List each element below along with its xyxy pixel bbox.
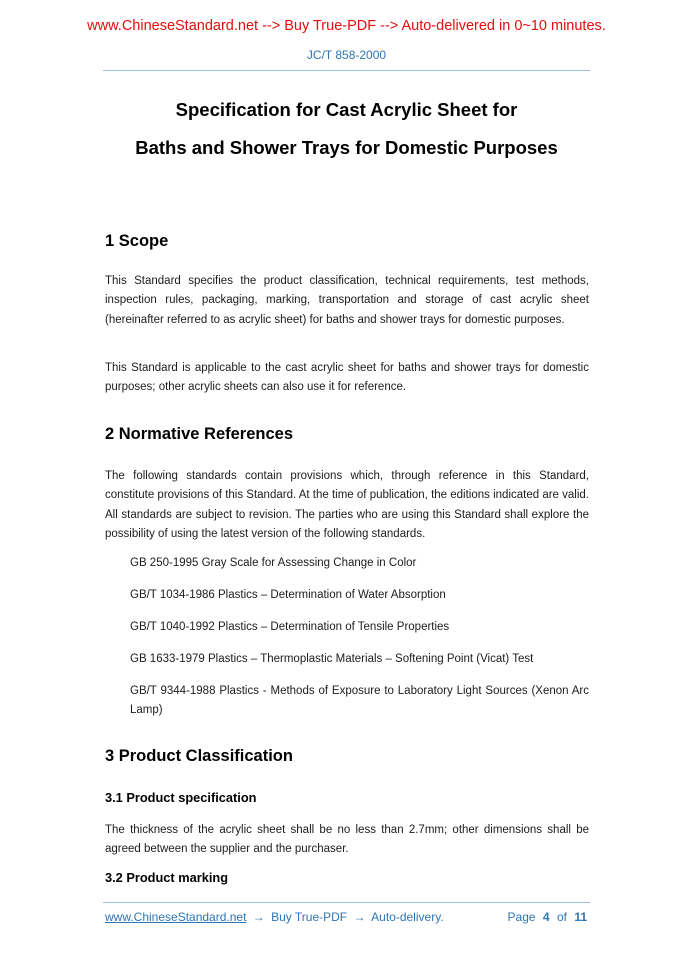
- page-total: 11: [574, 910, 587, 924]
- footer-divider: [103, 902, 590, 903]
- promo-banner: www.ChineseStandard.net --> Buy True-PDF --> Auto-delivered in 0~10 minutes.: [87, 18, 606, 34]
- page-label: Page: [507, 910, 536, 924]
- page-current: 4: [542, 910, 550, 924]
- document-title-line1: Specification for Cast Acrylic Sheet for: [175, 99, 518, 120]
- footer-buy-text: Buy True-PDF: [271, 910, 348, 924]
- section-heading-product-classification: 3 Product Classification: [105, 747, 293, 765]
- reference-item: GB 250-1995 Gray Scale for Assessing Change in Color: [130, 557, 417, 569]
- footer-info: [105, 910, 444, 925]
- footer-delivery-text: Auto-delivery.: [371, 910, 444, 924]
- section-heading-normative-references: 2 Normative References: [105, 425, 294, 443]
- section-heading-scope: 1 Scope: [105, 232, 169, 250]
- reference-item: GB/T 9344-1988 Plastics - Methods of Exposure to Laboratory Light Sources (Xenon Arc Lamp): [130, 685, 589, 717]
- footer-site-link[interactable]: www.ChineseStandard.net: [105, 910, 247, 924]
- classification-paragraph: The thickness of the acrylic sheet shall be no less than 2.7mm; other dimensions shall be agreed between the supplier and the purchaser.: [105, 824, 589, 856]
- arrow-right-icon: →: [252, 910, 265, 924]
- subsection-heading-product-marking: 3.2 Product marking: [105, 870, 229, 885]
- header-divider: [103, 70, 590, 71]
- normative-intro-paragraph: The following standards contain provisions which, through reference in this Standard, constitute provisions of this Standard. At the time of publication, the editions indicated are valid. All standards are subject to revision. The parties who are using this Standard shall explore the possibility of using the latest version of the following standards.: [105, 470, 589, 540]
- document-title-line2: Baths and Shower Trays for Domestic Purposes: [135, 137, 558, 158]
- page-of-label: of: [556, 910, 567, 924]
- reference-item: GB/T 1034-1986 Plastics – Determination of Water Absorption: [130, 589, 446, 601]
- standard-code: JC/T 858-2000: [306, 48, 387, 62]
- arrow-right-icon: →: [353, 910, 366, 924]
- reference-item: GB 1633-1979 Plastics – Thermoplastic Materials – Softening Point (Vicat) Test: [130, 653, 534, 665]
- scope-paragraph-2: This Standard is applicable to the cast acrylic sheet for baths and shower trays for domestic purposes; other acrylic sheets can also use it for reference.: [105, 362, 589, 394]
- scope-paragraph-1: This Standard specifies the product classification, technical requirements, test methods, inspection rules, packaging, marking, transportation and storage of cast acrylic sheet (hereinafter referred to as acrylic sheet) for baths and shower trays for domestic purposes.: [105, 275, 589, 326]
- reference-item: GB/T 1040-1992 Plastics – Determination of Tensile Properties: [130, 621, 450, 633]
- subsection-heading-product-specification: 3.1 Product specification: [105, 790, 257, 805]
- page-indicator: [506, 910, 589, 925]
